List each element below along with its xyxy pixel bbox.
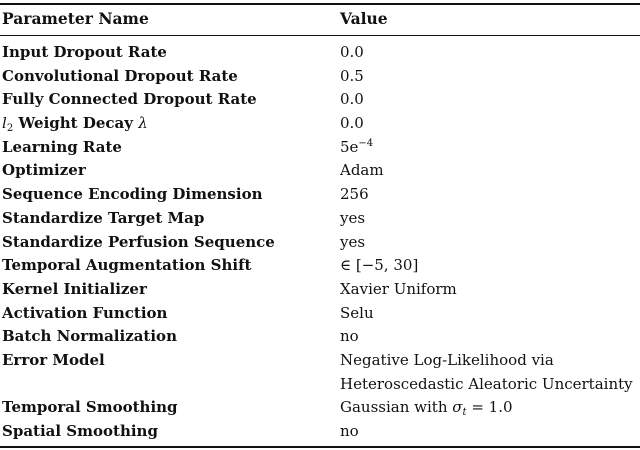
table-row (0, 254, 640, 278)
table-body (0, 41, 640, 444)
param-name: Convolutional Dropout Rate (2, 66, 238, 85)
param-value: 256 (340, 185, 369, 204)
table-row (0, 349, 640, 396)
param-value: yes (340, 208, 366, 227)
param-value: 0.5 (340, 66, 364, 85)
value-exponent: −4 (358, 137, 374, 149)
table-row (0, 325, 640, 349)
table-top-rule (0, 3, 640, 5)
param-var-l: l (2, 114, 7, 133)
param-name: Sequence Encoding Dimension (2, 185, 263, 204)
param-value (340, 349, 633, 396)
param-name: Batch Normalization (2, 327, 177, 346)
table-row (0, 207, 640, 231)
value-suffix: = 1.0 (471, 398, 513, 417)
value-line-2: Heteroscedastic Aleatoric Uncertainty (340, 374, 633, 393)
param-name: Optimizer (2, 161, 86, 180)
param-value: no (340, 422, 359, 441)
table-row (0, 183, 640, 207)
param-var-sub: 2 (6, 123, 14, 135)
param-value: 0.0 (340, 43, 364, 61)
table-row (0, 65, 640, 89)
table-row (0, 88, 640, 112)
value-sigma: σ (452, 398, 463, 417)
param-name (2, 112, 148, 136)
table-row (0, 231, 640, 255)
param-value (340, 396, 513, 420)
table-row (0, 396, 640, 420)
table-bottom-rule (0, 446, 640, 448)
param-value: Adam (340, 161, 384, 180)
param-name: Standardize Perfusion Sequence (2, 232, 275, 251)
header-value: Value (340, 9, 388, 28)
value-prefix: Gaussian with (340, 398, 448, 417)
table-row (0, 302, 640, 326)
param-name: Fully Connected Dropout Rate (2, 90, 257, 109)
table-row (0, 278, 640, 302)
param-value: ∈ [−5, 30] (340, 256, 419, 275)
param-var-lambda: λ (138, 114, 148, 133)
param-name: Spatial Smoothing (2, 422, 158, 441)
param-name: Kernel Initializer (2, 279, 147, 298)
value-line-1: Negative Log-Likelihood via (340, 350, 554, 369)
param-value: Selu (340, 303, 374, 322)
param-value (340, 136, 373, 160)
header-parameter-name: Parameter Name (2, 9, 149, 28)
param-value: yes (340, 232, 366, 251)
param-name: Temporal Augmentation Shift (2, 256, 252, 275)
param-name: Temporal Smoothing (2, 398, 178, 417)
table-row (0, 41, 640, 65)
table-row (0, 112, 640, 136)
param-name: Activation Function (2, 303, 168, 322)
param-name: Standardize Target Map (2, 208, 205, 227)
table-row (0, 136, 640, 160)
param-name: Input Dropout Rate (2, 43, 167, 61)
param-name-text: Weight Decay (18, 114, 133, 133)
table-header (0, 8, 640, 30)
param-name: Error Model (2, 350, 105, 369)
param-value: 0.0 (340, 90, 364, 109)
table-row (0, 159, 640, 183)
table-row (0, 420, 640, 444)
param-name: Learning Rate (2, 137, 122, 156)
value-sigma-sub: t (462, 407, 467, 419)
param-value: Xavier Uniform (340, 279, 457, 298)
param-value: 0.0 (340, 114, 364, 133)
param-value: no (340, 327, 359, 346)
table-header-rule (0, 35, 640, 36)
value-base: 5e (340, 137, 359, 156)
